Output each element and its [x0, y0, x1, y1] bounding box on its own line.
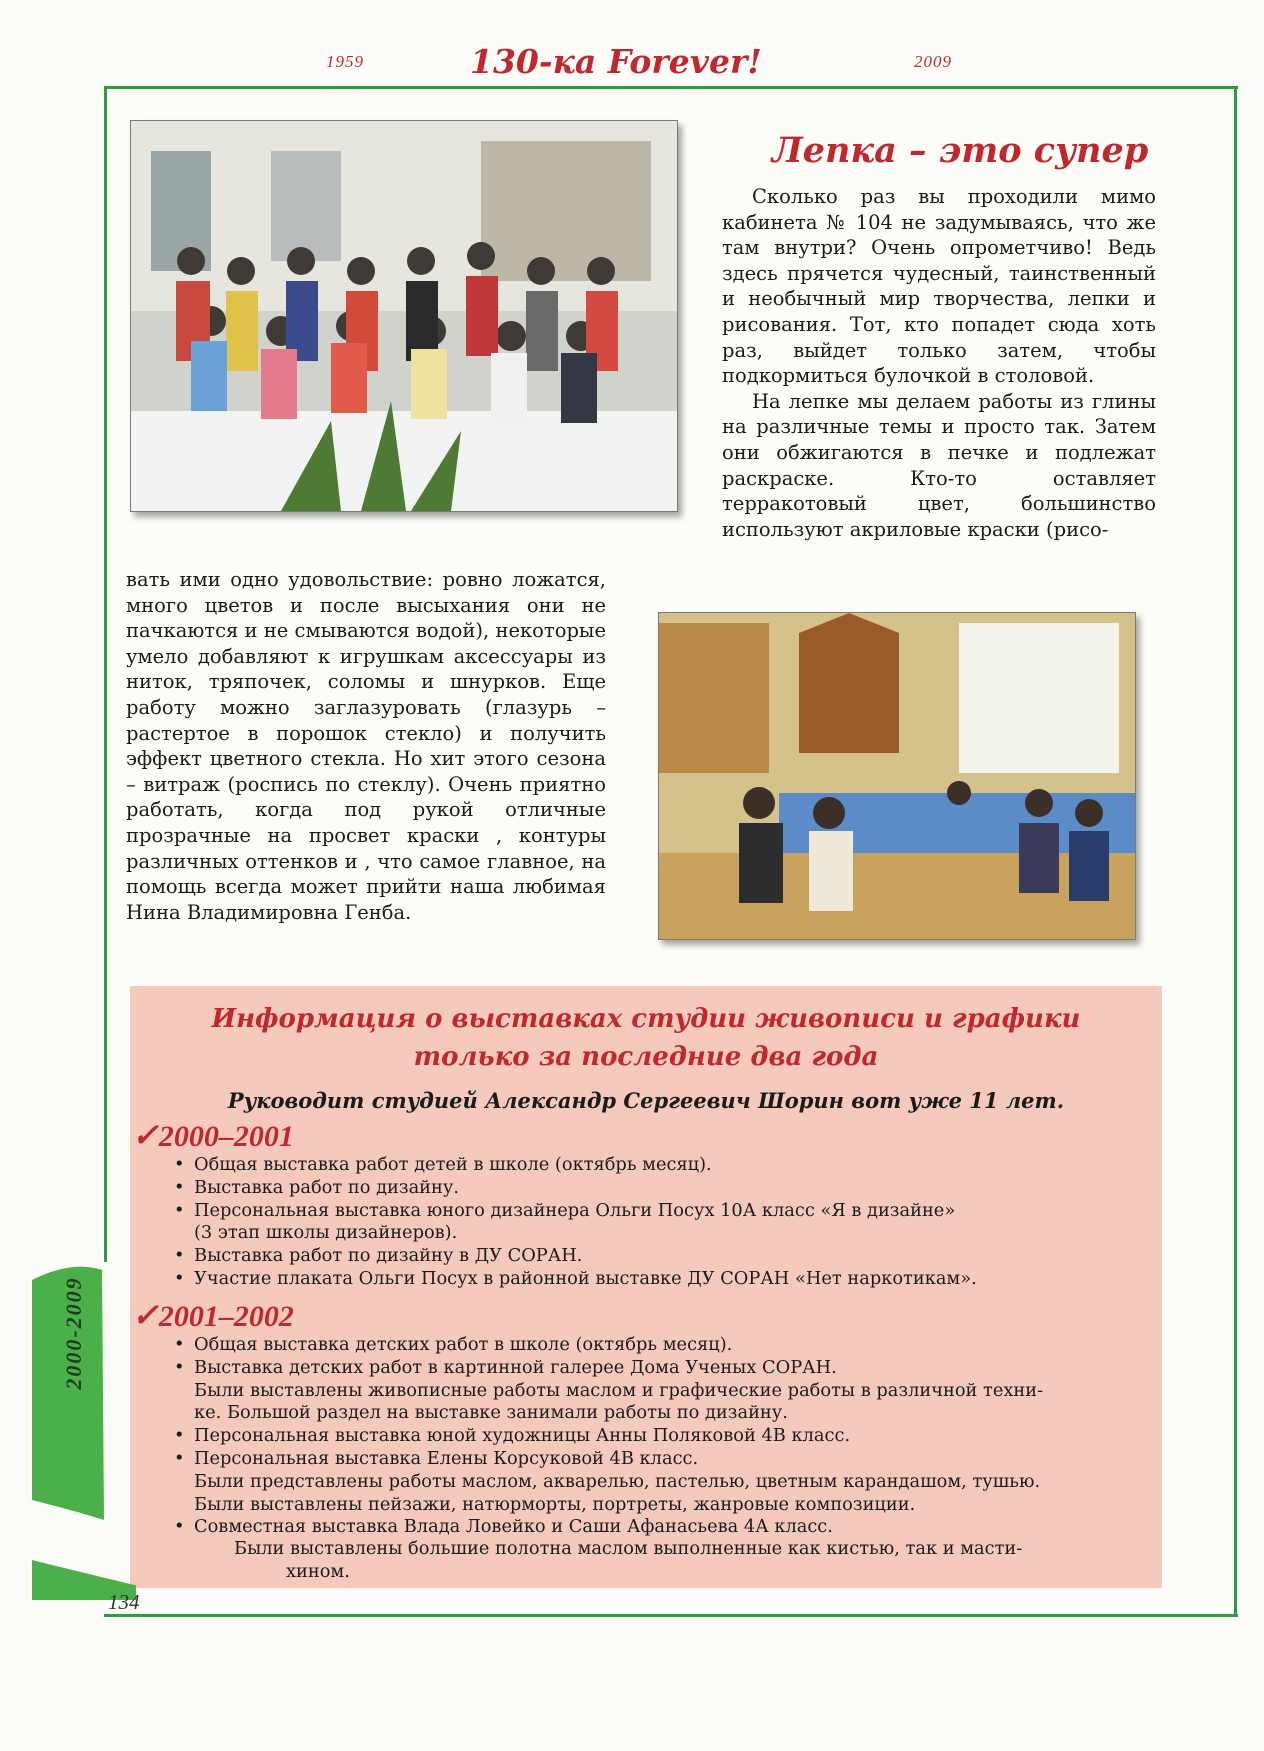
list-item: • Общая выставка работ детей в школе (октябрь месяц).: [170, 1154, 1160, 1177]
list-item: • Общая выставка детских работ в школе (октябрь месяц).: [170, 1334, 1160, 1357]
checkmark-icon: ✓: [132, 1297, 159, 1333]
list-item: • Выставка работ по дизайну в ДУ СОРАН.: [170, 1245, 1160, 1268]
header-title: 130-ка Forever!: [470, 42, 762, 81]
header-year-right: 2009: [914, 52, 952, 71]
classroom-photo: [658, 612, 1136, 940]
list-item: • Выставка работ по дизайну.: [170, 1177, 1160, 1200]
list-item-note: Были выставлены пейзажи, натюрморты, портреты, жанровые композиции.: [194, 1493, 916, 1515]
list-item: • Персональная выставка юного дизайнера Ольги Посух 10А класс «Я в дизайне» (3 этап школы дизайнеров).: [170, 1200, 1160, 1246]
list-item: • Персональная выставка юной художницы Анны Поляковой 4В класс.: [170, 1425, 1160, 1448]
left-rule: [104, 86, 107, 1262]
list-item-note: ке. Большой раздел на выставке занимали работы по дизайну.: [194, 1402, 788, 1424]
year-label: 2001–2002: [158, 1300, 294, 1333]
article-paragraph-3: вать ими одно удовольствие: ровно ложатся, много цветов и после высыхания они не пачкаются и не смываются водой), некоторые умело добавляют к игрушкам аксессуары из ниток, тряпочек, соломы и шнурков. Еще работу можно заглазуровать (глазурь – растертое в порошок стекло) и получить эффект цветного стекла. Но хит этого сезона – витраж (роспись по стеклу). Очень приятно работать, когда под рукой отличные прозрачные на просвет краски , контуры различных оттенков и , что самое главное, на помощь всегда может прийти наша любимая Нина Владимировна Генба.: [126, 568, 606, 924]
list-item: • Персональная выставка Елены Корсуковой 4В класс. Были представлены работы маслом, акварелью, пастелью, цветным карандашом, тушью. Были выставлены пейзажи, натюрморты, портреты, жанровые композиции.: [170, 1448, 1160, 1516]
year-label: 2000–2001: [158, 1120, 294, 1153]
year-heading-2000-2001: [132, 1116, 294, 1154]
list-item-note: (3 этап школы дизайнеров).: [194, 1222, 458, 1244]
list-item: • Совместная выставка Влада Ловейко и Саши Афанасьева 4А класс.: [170, 1516, 1160, 1539]
article-left-column: [126, 567, 606, 925]
header-year-left: 1959: [326, 52, 364, 71]
article-title: Лепка – это супер: [771, 130, 1149, 171]
article-right-column: [722, 184, 1156, 542]
checkmark-icon: ✓: [132, 1117, 159, 1153]
final-note: Были выставлены большие полотна маслом выполненные как кистью, так и масти- хином.: [234, 1538, 1023, 1582]
article-paragraph-1: Сколько раз вы проходили мимо кабинета № 104 не задумываясь, что же там внутри? Очень опрометчиво! Ведь здесь прячется чудесный, таинственный и необычный мир творчества, лепки и рисования. Тот, кто попадет сюда хоть раз, выйдет только затем, чтобы подкормиться булочкой в столовой.: [722, 185, 1156, 388]
exhibitions-lead: Руководит студией Александр Сергеевич Шорин вот уже 11 лет.: [227, 1088, 1065, 1113]
side-label: 2000-2009: [61, 1276, 86, 1390]
exhibitions-list-2000: [170, 1154, 1160, 1291]
article-paragraph-2: На лепке мы делаем работы из глины на различные темы и просто так. Затем они обжигаются в печке и подлежат раскраске. Кто-то оставляет терракотовый цвет, большинство используют акриловые краски (рисо-: [722, 389, 1156, 541]
top-rule: [104, 86, 1238, 89]
group-photo: [130, 120, 678, 512]
bottom-rule: [104, 1614, 1238, 1617]
list-item-note: Были выставлены живописные работы маслом и графические работы в различной техни-: [194, 1379, 1044, 1401]
exhibitions-title: Информация о выставках студии живописи и графики только за последние два года: [211, 1004, 1081, 1072]
list-item: • Выставка детских работ в картинной галерее Дома Ученых СОРАН. Были выставлены живописные работы маслом и графические работы в различной техни- ке. Большой раздел на выставке занимали работы по дизайну.: [170, 1357, 1160, 1425]
list-item-note: Были представлены работы маслом, акварелью, пастелью, цветным карандашом, тушью.: [194, 1470, 1041, 1492]
year-heading-2001-2002: [132, 1296, 294, 1334]
page-number: 134: [108, 1590, 140, 1614]
right-rule: [1234, 86, 1237, 1616]
list-item: • Участие плаката Ольги Посух в районной выставке ДУ СОРАН «Нет наркотикам».: [170, 1268, 1160, 1291]
exhibitions-list-2001: [170, 1334, 1160, 1539]
